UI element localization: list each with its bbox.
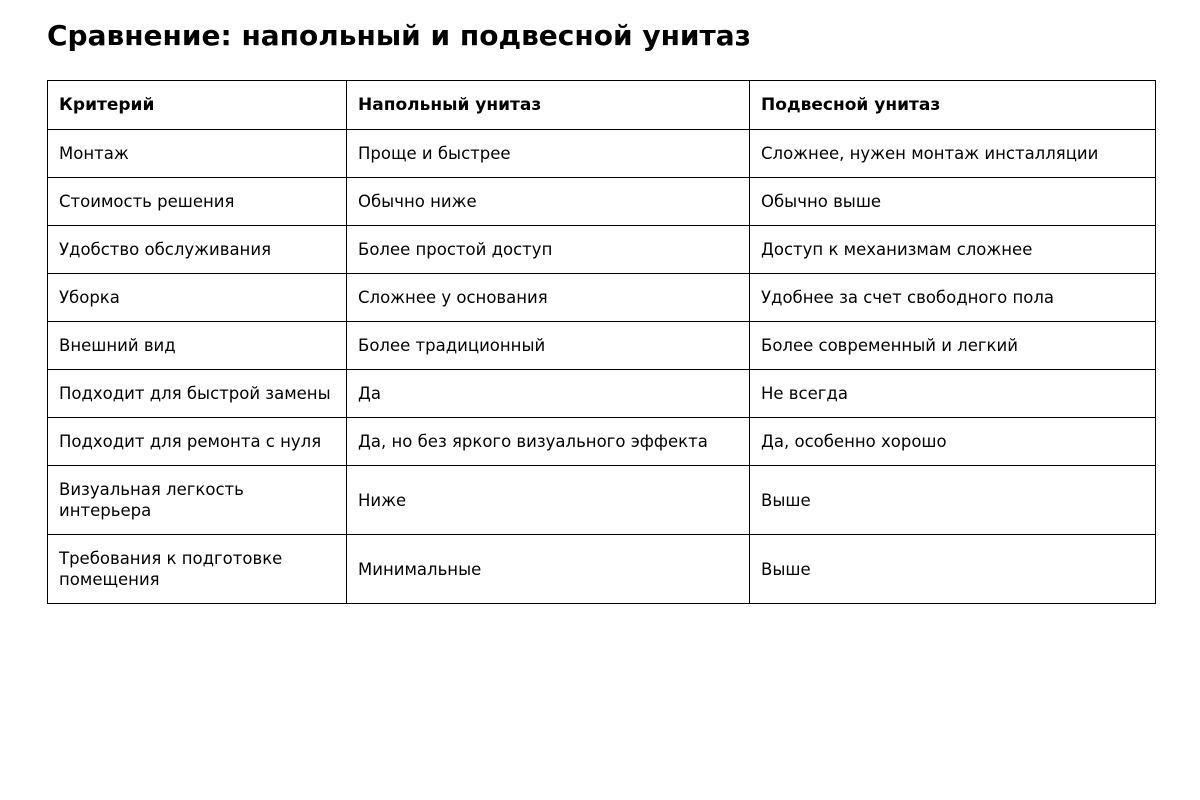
- wall-hung-toilet-cell: Да, особенно хорошо: [750, 418, 1156, 466]
- table-row: [48, 226, 1156, 274]
- page-title: Сравнение: напольный и подвесной унитаз: [47, 19, 751, 52]
- wall-hung-toilet-cell: Не всегда: [750, 370, 1156, 418]
- criterion-cell: Подходит для быстрой замены: [48, 370, 347, 418]
- table-row: [48, 535, 1156, 604]
- floor-toilet-cell: Обычно ниже: [347, 178, 750, 226]
- criterion-cell: Подходит для ремонта с нуля: [48, 418, 347, 466]
- wall-hung-toilet-cell: Обычно выше: [750, 178, 1156, 226]
- table-row: [48, 466, 1156, 535]
- criterion-cell: Уборка: [48, 274, 347, 322]
- table-row: [48, 130, 1156, 178]
- header-floor-toilet: Напольный унитаз: [347, 81, 750, 130]
- floor-toilet-cell: Более традиционный: [347, 322, 750, 370]
- wall-hung-toilet-cell: Доступ к механизмам сложнее: [750, 226, 1156, 274]
- table-row: [48, 274, 1156, 322]
- wall-hung-toilet-cell: Более современный и легкий: [750, 322, 1156, 370]
- wall-hung-toilet-cell: Выше: [750, 535, 1156, 604]
- wall-hung-toilet-cell: Сложнее, нужен монтаж инсталляции: [750, 130, 1156, 178]
- criterion-cell: Удобство обслуживания: [48, 226, 347, 274]
- criterion-cell: Требования к подготовке помещения: [48, 535, 347, 604]
- table-row: [48, 370, 1156, 418]
- floor-toilet-cell: Более простой доступ: [347, 226, 750, 274]
- floor-toilet-cell: Ниже: [347, 466, 750, 535]
- table-row: [48, 322, 1156, 370]
- floor-toilet-cell: Сложнее у основания: [347, 274, 750, 322]
- table-row: [48, 178, 1156, 226]
- header-criterion: Критерий: [48, 81, 347, 130]
- wall-hung-toilet-cell: Удобнее за счет свободного пола: [750, 274, 1156, 322]
- floor-toilet-cell: Минимальные: [347, 535, 750, 604]
- floor-toilet-cell: Да: [347, 370, 750, 418]
- floor-toilet-cell: Да, но без яркого визуального эффекта: [347, 418, 750, 466]
- criterion-cell: Визуальная легкость интерьера: [48, 466, 347, 535]
- header-wall-hung-toilet: Подвесной унитаз: [750, 81, 1156, 130]
- comparison-table: [47, 80, 1156, 604]
- floor-toilet-cell: Проще и быстрее: [347, 130, 750, 178]
- wall-hung-toilet-cell: Выше: [750, 466, 1156, 535]
- table-row: [48, 418, 1156, 466]
- table-header-row: [48, 81, 1156, 130]
- criterion-cell: Внешний вид: [48, 322, 347, 370]
- criterion-cell: Монтаж: [48, 130, 347, 178]
- criterion-cell: Стоимость решения: [48, 178, 347, 226]
